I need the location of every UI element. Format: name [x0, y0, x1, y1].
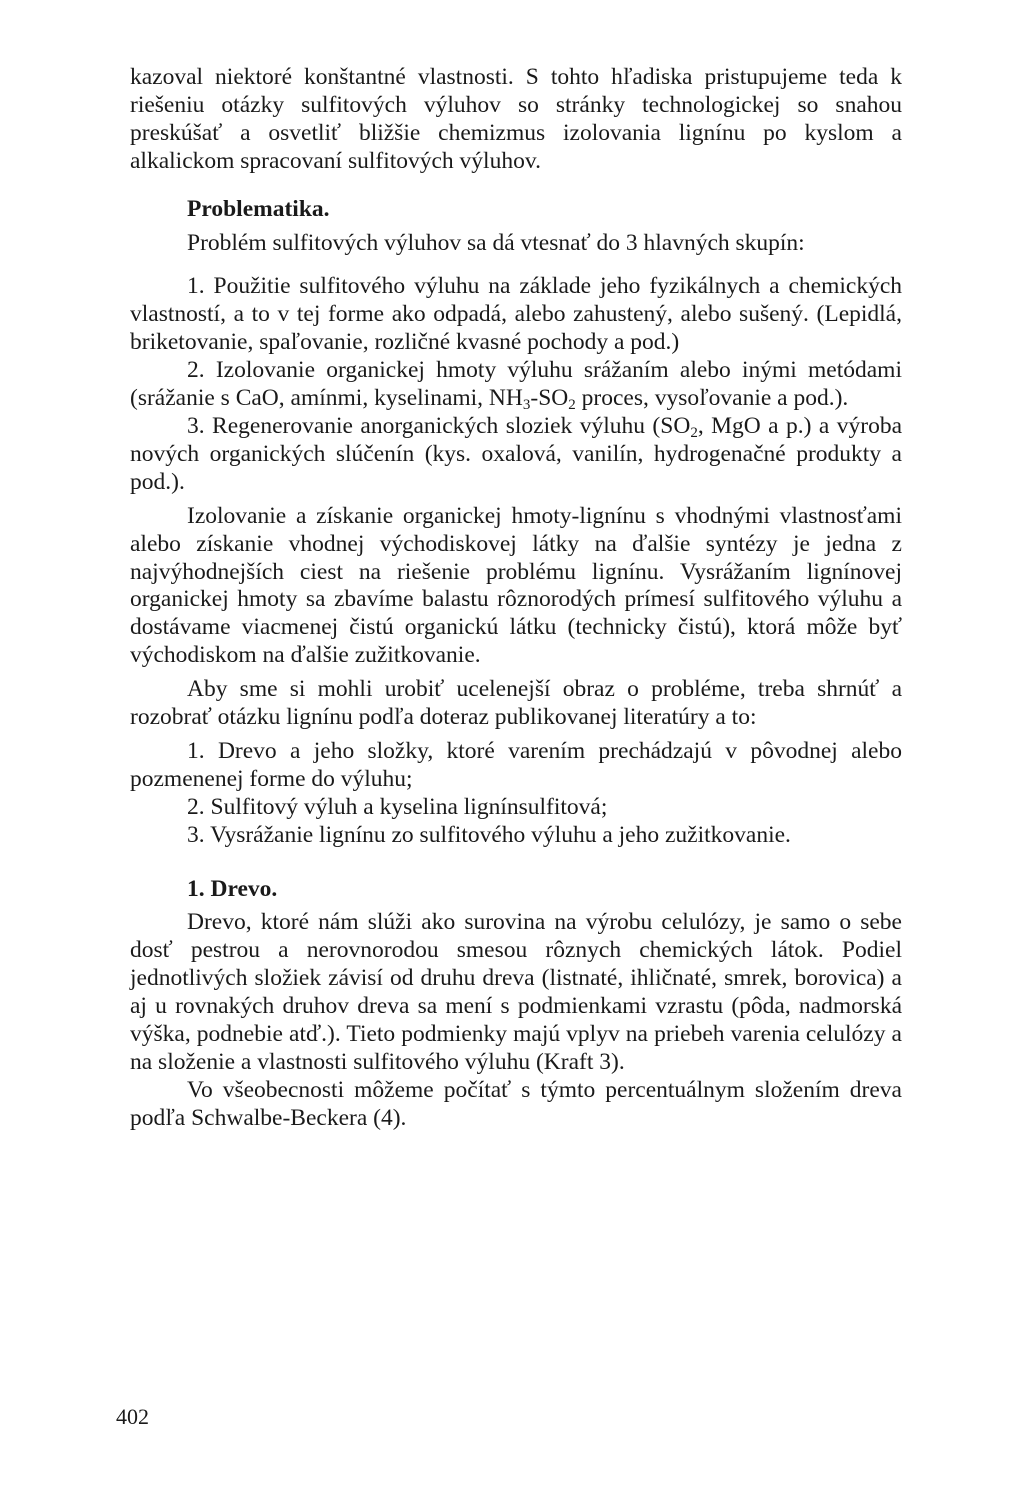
outline-item-2: 2. Sulfitový výluh a kyselina lignínsulfitová; [187, 793, 608, 820]
subscript: 2 [690, 424, 698, 441]
list-item-2-text-c: proces, vysoľovanie a pod.). [575, 385, 849, 412]
paragraph-problem: Problém sulfitových výluhov sa dá vtesnať do 3 hlavných skupín: [187, 229, 805, 256]
paragraph-zlozenie: Vo všeobecnosti môžeme počítať s týmto percentuálnym složením dreva podľa Schwalbe-Beckera (4). [130, 1076, 902, 1131]
list-item-3-text-b: , MgO a p.) a výroba nových organických slúčenín (kys. oxalová, vanilín, hydrogenačné produkty a pod.). [130, 412, 903, 495]
paragraph-izolovanie: Izolovanie a získanie organickej hmoty-lignínu s vhodnými vlastnosťami alebo získanie vhodnej východiskovej látky na ďalšie syntézy je jedna z najvýhodnejších ciest na riešenie problému lignínu. Vysrážaním lignínovej organickej hmoty sa zbavíme balastu rôznorodých prímesí sulfitového výluhu a dostávame viacmenej čistú organickú látku (technicky čistú), ktorá môže byť východiskom na ďalšie zužitkovanie. [130, 502, 902, 669]
subscript: 2 [568, 397, 576, 414]
list-item-1: 1. Použitie sulfitového výluhu na základe jeho fyzikálnych a chemických vlastností, a to v tej forme ako odpadá, alebo zahustený, alebo sušený. (Lepidlá, briketovanie, spaľovanie, rozličné kvasné pochody a pod.) [130, 273, 902, 356]
paragraph-obraz: Aby sme si mohli urobiť ucelenejší obraz o probléme, treba shrnúť a rozobrať otázku lignínu podľa doteraz publikovanej literatúry a to: [130, 676, 902, 731]
outline-item-1: 1. Drevo a jeho složky, ktoré varením prechádzajú v pôvodnej alebo pozmenenej forme do výluhu; [130, 737, 902, 792]
list-item-2 [130, 357, 902, 413]
subscript: 3 [522, 397, 531, 414]
section-heading-problematika: Problematika. [187, 195, 330, 222]
list-item-3 [130, 413, 902, 497]
body-text [130, 64, 902, 1133]
outline-item-3: 3. Vysrážanie lignínu zo sulfitového výluhu a jeho zužitkovanie. [187, 821, 791, 848]
page-number: 402 [116, 1404, 149, 1429]
list-item-2-text-b: -SO [530, 385, 569, 412]
paragraph-intro: kazoval niektoré konštantné vlastnosti. S tohto hľadiska pristupujeme teda k riešeniu otázky sulfitových výluhov so stránky technologickej so snahou preskúšať a osvetliť bližšie chemizmus izolovania lignínu po kyslom a alkalickom spracovaní sulfitových výluhov. [130, 64, 902, 174]
paragraph-drevo: Drevo, ktoré nám slúži ako surovina na výrobu celulózy, je samo o sebe dosť pestrou a nerovnorodou smesou rôznych chemických látok. Podiel jednotlivých složiek závisí od druhu dreva (listnaté, ihličnaté, smrek, borovica) a aj u rovnakých druhov dreva sa mení s podmienkami vzrastu (pôda, nadmorská výška, podnebie atď.). Tieto podmienky majú vplyv na priebeh varenia celulózy a na složenie a vlastnosti sulfitového výluhu (Kraft 3). [130, 909, 902, 1075]
section-heading-drevo: 1. Drevo. [187, 875, 278, 902]
list-item-3-text-a: 3. Regenerovanie anorganických sloziek výluhu (SO [187, 412, 691, 439]
list-item-2-text-a: 2. Izolovanie organickej hmoty výluhu srážaním alebo inými metódami (srážanie s CaO, amínmi, kyselinami, NH [130, 357, 902, 412]
